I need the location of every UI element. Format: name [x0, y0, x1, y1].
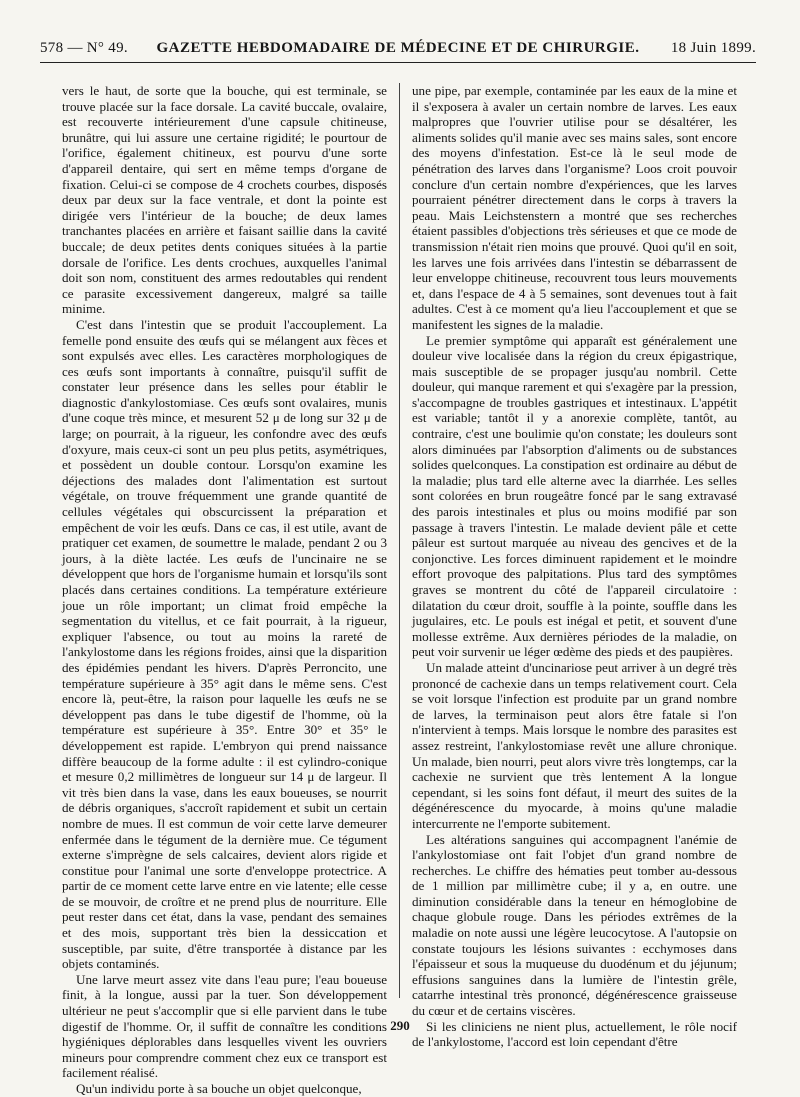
issue-date: 18 Juin 1899.: [670, 40, 756, 56]
paragraph: Un malade atteint d'uncinariose peut arriver à un degré très prononcé de cachexie dans un temps relativement court. Cela se voit lorsque l'infection est produite par un grand nombre de larves, la terminaison peut alors être fatale si l'on n'intervient à temps. Mais lorsque le nombre des parasites est assez restreint, l'ankylostomiase revêt une allure chronique. Un malade, bien nourri, peut alors vivre très longtemps, car la cachexie ne survient que très lentement A la longue cependant, si les soins font défaut, il meurt des suites de la dégénérescence du myocarde, à moins qu'une maladie intercurrente ne l'emporte subitement.: [412, 659, 737, 831]
journal-title: GAZETTE HEBDOMADAIRE DE MÉDECINE ET DE CHIRURGIE.: [156, 40, 640, 56]
column-divider: [399, 83, 400, 998]
paragraph: C'est dans l'intestin que se produit l'accouplement. La femelle pond ensuite des œufs qui se mélangent aux fèces et sont expulsés avec elles. Les caractères morphologiques de ces œufs sont importants à connaître, puisqu'il suffit de constater leur présence dans les selles pour établir le diagnostic d'ankylostomiase. Ces œufs sont ovalaires, munis d'une coque très mince, et mesurent 52 μ de long sur 32 μ de large; on pourrait, à la rigueur, les confondre avec des œufs d'oxyure, mais ceux-ci sont un peu plus petits, asymétriques, et possèdent un double contour. Lorsqu'on examine les déjections des malades dont l'alimentation est surtout végétale, on trouve fréquemment une grande quantité de cellules végétales qui obscurcissent la préparation et empêchent de voir les œufs. Dans ce cas, il est utile, avant de pratiquer cet examen, de soumettre le malade, pendant 2 ou 3 jours, à la diète lactée. Les œufs de l'uncinaire ne se développent que hors de l'organisme humain et lorsqu'ils sont placés dans certaines conditions. La température extérieure joue un rôle important; un climat froid empêche la segmentation du vitellus, et ce fait pourrait, à la rigueur, expliquer l'absence, ou tout au moins la rareté de l'ankylostome dans les régions froides, ainsi que la disparition des épidémies pendant les hivers. D'après Perroncito, une température supérieure à 35° agit dans le même sens. C'est encore là, peut-être, la raison pour laquelle les œufs ne se développent pas dans le tube digestif de l'homme, où la température est supérieure à 35°. Entre 30° et 35° le développement est rapide. L'embryon qui prend naissance diffère beaucoup de la forme adulte : il est cylindro-conique et mesure 0,2 millimètres de longueur sur 14 μ de largeur. Il vit très bien dans la vase, dans les eaux boueuses, se nourrit de débris organiques, s'accroît rapidement et subit un certain nombre de mues. Il est commun de voir cette larve demeurer enfermée dans le tégument de la dernière mue. Ce tégument externe s'imprègne de sels calcaires, devient alors rigide et constitue pour l'animal une sorte d'enveloppe protectrice. A partir de ce moment cette larve entre en vie latente; elle cesse de se mouvoir, de croître et ne prend plus de nourriture. Elle peut rester dans cet état, dans la vase, pendant des semaines et des mois, supportant très bien la dessiccation et susceptible, par suite, d'être transportée à distance par les objets contaminés.: [62, 316, 387, 972]
paragraph: vers le haut, de sorte que la bouche, qui est terminale, se trouve placée sur la face dorsale. La cavité buccale, ovalaire, est recouverte intérieurement d'une capsule chitineuse, brunâtre, qui lui assure une certaine rigidité; le pourtour de l'orifice, également chitineux, est pourvu d'une sorte d'appareil dentaire, qui sert en même temps d'organe de fixation. Celui-ci se compose de 4 crochets courbes, disposés deux par deux sur la face ventrale, et dont la pointe est dirigée vers l'intérieur de la bouche; de deux lames tranchantes placées en arrière et faisant saillie dans la cavité buccale; de deux petites dents coniques situées à la partie dorsale de l'orifice. Les dents crochues, auxquelles l'animal doit son nom, constituent des armes redoutables qui rendent ce parasite excessivement dangereux, malgré sa taille minime.: [62, 83, 387, 317]
folio-number: 290: [390, 1018, 410, 1033]
left-column: [62, 83, 387, 1096]
page-number-label: 578 — N° 49.: [40, 40, 128, 56]
right-column: [412, 83, 737, 1050]
paragraph: Le premier symptôme qui apparaît est généralement une douleur vive localisée dans la région du creux épigastrique, mais susceptible de se propager jusqu'au nombril. Cette douleur, qui manque rarement et qui s'exagère par la pression, s'accompagne de troubles gastriques et intestinaux. L'appétit est variable; tantôt il y a anorexie complète, tantôt, au contraire, c'est une boulimie qu'on constate; les douleurs sont alors diminuées par l'absorption d'aliments ou de substances solides quelconques. La constipation est ordinaire au début de la maladie; plus tard elle alterne avec la diarrhée. Les selles sont colorées en brun rougeâtre foncé par le sang extravasé des parois intestinales et plus ou moins modifié par son passage à travers l'intestin. Le malade devient pâle et cette pâleur est surtout marquée au niveau des gencives et de la conjonctive. Les forces diminuent rapidement et le moindre effort provoque des palpitations. Plus tard des symptômes graves se montrent du côté de l'appareil circulatoire : dilatation du cœur droit, souffle à la pointe, souffle dans les jugulaires, etc. Le pouls est inégal et petit, et souvent d'une mollesse extrême. Aux dernières périodes de la maladie, on peut voir survenir ue léger œdème des pieds et des paupières.: [412, 332, 737, 660]
running-header: [40, 38, 756, 63]
paragraph: une pipe, par exemple, contaminée par les eaux de la mine et il s'exposera à avaler un certain nombre de larves. Les eaux malpropres que l'ouvrier utilise pour se désaltérer, les aliments solides qu'il manie avec ses mains sales, sont encore des moyens d'infestation. Est-ce là le seul mode de pénétration des larves dans l'organisme? Loos croit pouvoir conclure d'un certain nombre d'expériences, que les larves pourraient pénétrer directement dans le corps à travers la peau. Mais Leichstenstern a montré que ses recherches étaient passibles d'objections très sérieuses et que ce mode de transmission n'était rien moins que prouvé. Quoi qu'il en soit, les larves une fois arrivées dans l'intestin se débarrassent de leur enveloppe chitineuse, recouvrent tous leurs mouvements et, dans l'espace de 4 à 5 semaines, sont devenues tout à fait adultes. C'est à ce moment qu'a lieu l'accouplement et que se manifestent les signes de la maladie.: [412, 83, 737, 332]
paragraph: Les altérations sanguines qui accompagnent l'anémie de l'ankylostomiase ont fait l'objet d'un grand nombre de recherches. Le chiffre des hématies peut tomber au-dessous de 1 million par millimètre cube; il y a, en outre. une diminution considérable dans la teneur en hémoglobine de chaque globule rouge. Dans les périodes extrêmes de la maladie on note aussi une légère leucocytose. A l'autopsie on constate toujours les lésions suivantes : ecchymoses dans l'épaisseur et sous la muqueuse du duodénum et du jéjunum; effusions sanguines dans la lumière de l'intestin grêle, catarrhe intestinal très prononcé, dégénérescence graisseuse du cœur et de certains viscères.: [412, 831, 737, 1019]
paragraph: Qu'un individu porte à sa bouche un objet quelconque,: [76, 1081, 362, 1096]
paragraph: Une larve meurt assez vite dans l'eau pure; l'eau boueuse finit, à la longue, aussi par la tuer. Son développement ultérieur ne peut s'accomplir que si elle parvient dans le tube digestif de l'homme. Or, il suffit de connaître les conditions hygiéniques déplorables dans lesquelles vivent les ouvriers mineurs pour comprendre comment chez eux ce transport est facilement réalisé.: [62, 971, 387, 1081]
paragraph: Si les cliniciens ne nient plus, actuellement, le rôle nocif de l'ankylostome, l'accord est loin cependant d'être: [412, 1018, 737, 1050]
